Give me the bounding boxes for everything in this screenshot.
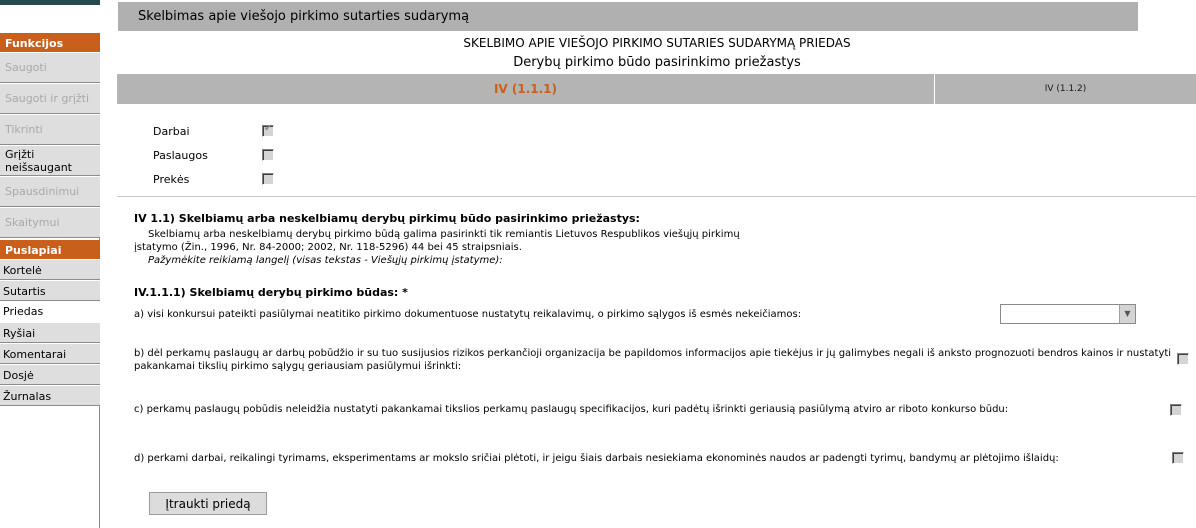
type-checkbox-services[interactable] bbox=[262, 149, 274, 161]
sidebar-item-journal[interactable]: Žurnalas bbox=[0, 385, 100, 406]
sidebar-item-card[interactable]: Kortelė bbox=[0, 259, 100, 280]
sidebar-top bbox=[0, 0, 100, 33]
type-label-goods: Prekės bbox=[153, 173, 190, 186]
return-without-saving-button[interactable]: Grįžti neišsaugant bbox=[0, 145, 100, 176]
functions-header: Funkcijos bbox=[0, 33, 100, 52]
option-b-checkbox[interactable] bbox=[1177, 353, 1189, 365]
option-d-label: d) perkami darbai, reikalingi tyrimams, eksperimentams ar mokslo sričiai plėtoti, ir jeigu šiais darbais nesiekiama ekonominės naudos ar padengti tyrimų, bandymų ar plėtojimo išlaidų: bbox=[134, 453, 1059, 464]
sidebar-item-dossier[interactable]: Dosjė bbox=[0, 364, 100, 385]
option-a-label: a) visi konkursui pateikti pasiūlymai neatitiko pirkimo dokumentuose nustatytų reikalavimų, o pirkimo sąlygos iš esmės nekeičiamos: bbox=[134, 309, 802, 320]
option-b-label-2: pakankamai tikslių pirkimo sąlygų geriausiam pasiūlymui išrinkti: bbox=[134, 361, 462, 372]
add-annex-button[interactable]: Įtraukti priedą bbox=[149, 492, 267, 515]
type-checkbox-goods[interactable] bbox=[262, 173, 274, 185]
section-text-2: įstatymo (Žin., 1996, Nr. 84-2000; 2002, Nr. 118-5296) 44 bei 45 straipsniais. bbox=[134, 242, 522, 253]
read-button[interactable]: Skaitymui bbox=[0, 207, 100, 238]
section-heading: IV 1.1) Skelbiamų arba neskelbiamų derybų pirkimų būdo pasirinkimo priežastys: bbox=[134, 212, 640, 225]
option-b-label-1: b) dėl perkamų paslaugų ar darbų pobūdžio ir su tuo susijusios rizikos perkančioji organizacija be papildomos informacijos apie tiekėjus ir jų galimybes negali iš anksto prognozuoti bendros kainos ir nustatyti bbox=[134, 348, 1172, 359]
tab-bar bbox=[117, 74, 1196, 104]
pages-header: Puslapiai bbox=[0, 240, 100, 259]
divider bbox=[117, 196, 1196, 197]
tab-iv-1-1-2[interactable]: IV (1.1.2) bbox=[1044, 84, 1087, 94]
option-a-select[interactable] bbox=[1000, 304, 1136, 324]
option-c-label: c) perkamų paslaugų pobūdis neleidžia nustatyti pakankamai tikslios perkamų paslaugų specifikacijos, kuri padėtų išrinkti geriausią pasiūlymą atviro ar riboto konkurso būdu: bbox=[134, 404, 1009, 415]
option-c-checkbox[interactable] bbox=[1170, 404, 1182, 416]
sidebar-item-relations[interactable]: Ryšiai bbox=[0, 322, 100, 343]
section-text-1: Skelbiamų arba neskelbiamų derybų pirkimo būdą galima pasirinkti tik remiantis Lietuvos Respublikos viešųjų pirkimų bbox=[148, 229, 740, 240]
print-button[interactable]: Spausdinimui bbox=[0, 176, 100, 207]
sidebar bbox=[0, 0, 100, 528]
annex-title: SKELBIMO APIE VIEŠOJO PIRKIMO SUTARIES SUDARYMĄ PRIEDAS bbox=[463, 36, 851, 50]
save-and-return-button[interactable]: Saugoti ir grįžti bbox=[0, 83, 100, 114]
save-button[interactable]: Saugoti bbox=[0, 52, 100, 83]
section-note: Pažymėkite reikiamą langelį (visas tekstas - Viešųjų pirkimų įstatyme): bbox=[148, 255, 503, 266]
type-label-works: Darbai bbox=[153, 125, 190, 138]
sidebar-item-contract[interactable]: Sutartis bbox=[0, 280, 100, 301]
sidebar-item-comments[interactable]: Komentarai bbox=[0, 343, 100, 364]
tab-iv-1-1-1[interactable]: IV (1.1.1) bbox=[493, 82, 558, 96]
sidebar-item-annex[interactable]: Priedas bbox=[0, 301, 100, 322]
type-checkbox-works[interactable] bbox=[262, 125, 274, 137]
type-label-services: Paslaugos bbox=[153, 149, 208, 162]
check-button[interactable]: Tikrinti bbox=[0, 114, 100, 145]
sidebar-top-strip bbox=[0, 0, 100, 5]
option-d-checkbox[interactable] bbox=[1172, 452, 1184, 464]
subsection-heading: IV.1.1.1) Skelbiamų derybų pirkimo būdas: * bbox=[134, 286, 408, 299]
chevron-down-icon[interactable]: ▼ bbox=[1119, 305, 1135, 323]
annex-subtitle: Derybų pirkimo būdo pasirinkimo priežastys bbox=[513, 55, 801, 70]
title-bar bbox=[118, 2, 1138, 31]
page-title: Skelbimas apie viešojo pirkimo sutarties sudarymą bbox=[138, 9, 470, 24]
check-mark-icon: ✔ bbox=[264, 123, 273, 134]
